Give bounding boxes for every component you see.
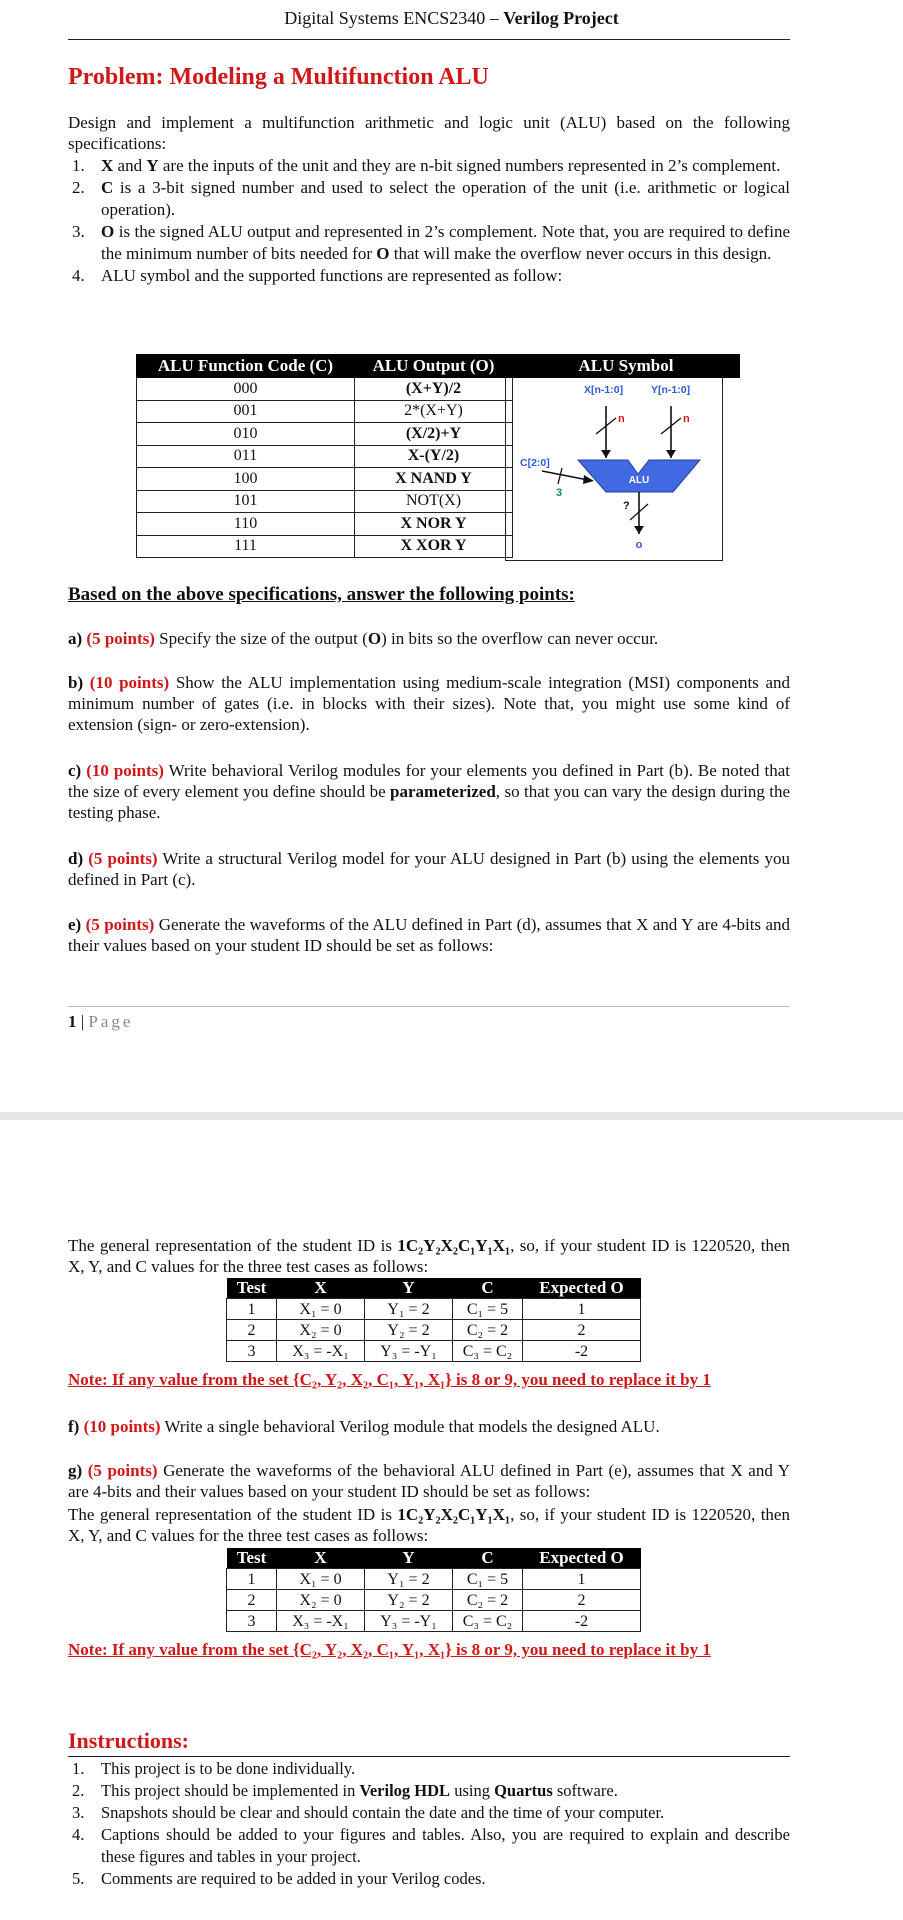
q-label: c) <box>68 761 82 780</box>
q-points: (5 points) <box>86 629 155 648</box>
instr-bold: Verilog HDL <box>359 1781 451 1800</box>
test-row <box>227 1320 641 1341</box>
instr-text: using <box>450 1781 495 1800</box>
page-gap <box>0 1112 903 1120</box>
test-cell: X₃ = -X₁ <box>277 1341 365 1362</box>
spec-num: 3. <box>72 222 85 241</box>
instr-text: This project is to be done individually. <box>101 1759 356 1778</box>
instruction-item <box>68 1868 790 1890</box>
col-header-c: C <box>453 1548 523 1569</box>
test-row <box>227 1341 641 1362</box>
spec-num: 1. <box>72 156 85 175</box>
fn-output-cell: X NAND Y <box>355 468 513 491</box>
test-cell: 1 <box>523 1299 641 1320</box>
instr-num: 2. <box>72 1781 85 1800</box>
test-cell: Y₃ = -Y₁ <box>365 1611 453 1632</box>
test-cell: C₃ = C₂ <box>453 1341 523 1362</box>
col-header-output: ALU Output (O) <box>355 355 513 378</box>
y-width-label: n <box>683 413 690 425</box>
output-arrow <box>634 526 644 534</box>
q-bold: parameterized <box>390 782 496 801</box>
fn-output-cell: (X/2)+Y <box>355 423 513 446</box>
col-header-expected: Expected O <box>523 1278 641 1299</box>
header-course: Digital Systems ENCS2340 – <box>284 8 504 28</box>
test-cell: Y₁ = 2 <box>365 1299 453 1320</box>
spec-bold: C <box>101 178 114 197</box>
instr-num: 3. <box>72 1803 85 1822</box>
question-c <box>68 760 790 823</box>
fn-output-cell: X NOR Y <box>355 513 513 536</box>
output-width-label: ? <box>623 500 630 512</box>
section-heading: Based on the above specifications, answer the following points: <box>68 584 575 605</box>
fn-code-cell: 001 <box>137 400 355 423</box>
fn-code-cell: 111 <box>137 535 355 558</box>
header-rule <box>68 39 790 40</box>
q-points: (5 points) <box>88 849 158 868</box>
q-points: (10 points) <box>89 673 170 692</box>
test-cell: C₂ = 2 <box>453 1590 523 1611</box>
test-cell: -2 <box>523 1611 641 1632</box>
spec-item-2 <box>68 177 790 221</box>
instructions-list <box>68 1758 790 1890</box>
instr-text: software. <box>552 1781 618 1800</box>
col-header-x: X <box>277 1548 365 1569</box>
id-text: , so, if your student ID is 1220520, then X, Y, and C values for the three test cases as follows: <box>68 1236 790 1276</box>
spec-num: 4. <box>72 266 85 285</box>
test-table-1 <box>226 1278 641 1362</box>
q-label: b) <box>68 673 84 692</box>
question-e <box>68 914 790 956</box>
header-project: Verilog Project <box>503 8 619 28</box>
test-cell: Y₁ = 2 <box>365 1569 453 1590</box>
id-representation-2 <box>68 1504 790 1546</box>
test-cell: 3 <box>227 1341 277 1362</box>
alu-symbol-cell <box>505 376 723 561</box>
test-cell: Y₂ = 2 <box>365 1320 453 1341</box>
test-cell: 1 <box>227 1569 277 1590</box>
col-header-test: Test <box>227 1548 277 1569</box>
c-width-slash <box>558 468 562 484</box>
test-row <box>227 1299 641 1320</box>
question-f <box>68 1416 790 1437</box>
id-format: 1C₂Y₂X₂C₁Y₁X₁ <box>397 1505 511 1524</box>
spec-bold: O <box>101 222 115 241</box>
instruction-item <box>68 1824 790 1868</box>
y-input-label: Y[n-1:0] <box>651 384 691 396</box>
test-cell: 1 <box>523 1569 641 1590</box>
test-cell: 2 <box>523 1590 641 1611</box>
spec-text: ALU symbol and the supported functions are represented as follow: <box>101 266 563 285</box>
q-label: g) <box>68 1461 83 1480</box>
spec-bold: Y <box>146 156 159 175</box>
spec-bold: O <box>376 244 390 263</box>
page-number: 1 <box>68 1012 77 1031</box>
question-d <box>68 848 790 890</box>
test-cell: X₁ = 0 <box>277 1299 365 1320</box>
col-header-code: ALU Function Code (C) <box>137 355 355 378</box>
fn-output-cell: (X+Y)/2 <box>355 378 513 401</box>
q-points: (5 points) <box>87 1461 158 1480</box>
question-b <box>68 672 790 735</box>
test-table-2 <box>226 1548 641 1632</box>
c-input-label: C[2:0] <box>520 457 550 469</box>
instr-text: Snapshots should be clear and should contain the date and the time of your computer. <box>101 1803 665 1822</box>
footer-rule <box>68 1006 790 1007</box>
test-cell: X₂ = 0 <box>277 1590 365 1611</box>
note-1: Note: If any value from the set {C₂, Y₂, X₂, C₁, Y₁, X₁} is 8 or 9, you need to replace it by 1 <box>68 1370 711 1389</box>
intro-paragraph: Design and implement a multifunction arithmetic and logic unit (ALU) based on the following specifications: <box>68 113 790 153</box>
instr-text: Captions should be added to your figures and tables. Also, you are required to explain and describe these figures and tables in your project. <box>101 1825 790 1866</box>
spec-item-1 <box>68 155 790 177</box>
fn-output-cell: 2*(X+Y) <box>355 400 513 423</box>
question-a <box>68 628 790 649</box>
test-cell: C₁ = 5 <box>453 1569 523 1590</box>
test-cell: 2 <box>227 1320 277 1341</box>
id-text: The general representation of the student ID is <box>68 1505 398 1524</box>
fn-code-cell: 011 <box>137 445 355 468</box>
spec-text: is the signed ALU output and represented in 2’s complement. Note that, you are required to define the minimum number of bits needed for <box>101 222 790 263</box>
c-width-label: 3 <box>556 487 563 499</box>
page-sep: | <box>76 1012 89 1031</box>
q-text: Write behavioral Verilog modules for your elements you defined in Part (b). Be noted that the size of every element you define should be <box>68 761 791 801</box>
q-bold: O <box>367 629 382 648</box>
id-text: The general representation of the student ID is <box>68 1236 398 1255</box>
col-header-test: Test <box>227 1278 277 1299</box>
instructions-rule <box>68 1756 790 1757</box>
note-2: Note: If any value from the set {C₂, Y₂, X₂, C₁, Y₁, X₁} is 8 or 9, you need to replace it by 1 <box>68 1640 711 1659</box>
col-header-c: C <box>453 1278 523 1299</box>
q-points: (5 points) <box>85 915 155 934</box>
col-header-y: Y <box>365 1278 453 1299</box>
y-arrow <box>666 450 676 458</box>
fn-code-cell: 101 <box>137 490 355 513</box>
spec-bold: X <box>101 156 114 175</box>
instruction-item <box>68 1758 790 1780</box>
q-text: , so that you can vary the design during the testing phase. <box>68 782 790 822</box>
spec-item-3 <box>68 221 790 265</box>
x-width-label: n <box>618 413 625 425</box>
spec-list <box>68 155 790 287</box>
instr-num: 5. <box>72 1869 85 1888</box>
q-text: Write a single behavioral Verilog module that models the designed ALU. <box>160 1417 660 1436</box>
q-label: f) <box>68 1417 80 1436</box>
instr-text: Comments are required to be added in your Verilog codes. <box>101 1869 486 1888</box>
fn-output-cell: X XOR Y <box>355 535 513 558</box>
output-label: o <box>635 539 643 551</box>
q-text: Specify the size of the output ( <box>154 629 368 648</box>
fn-code-cell: 110 <box>137 513 355 536</box>
test-cell: -2 <box>523 1341 641 1362</box>
test-cell: X₃ = -X₁ <box>277 1611 365 1632</box>
col-header-x: X <box>277 1278 365 1299</box>
alu-label: ALU <box>628 475 650 486</box>
page-word: Page <box>88 1012 134 1031</box>
id-representation-1 <box>68 1235 790 1277</box>
test-row <box>227 1590 641 1611</box>
spec-item-4 <box>68 265 790 287</box>
instruction-item <box>68 1802 790 1824</box>
instr-bold: Quartus <box>494 1781 553 1800</box>
instruction-item <box>68 1780 790 1802</box>
q-points: (10 points) <box>83 1417 161 1436</box>
q-label: d) <box>68 849 84 868</box>
test-cell: X₂ = 0 <box>277 1320 365 1341</box>
col-header-expected: Expected O <box>523 1548 641 1569</box>
id-text: , so, if your student ID is 1220520, then X, Y, and C values for the three test cases as follows: <box>68 1505 790 1545</box>
q-label: a) <box>68 629 83 648</box>
test-cell: C₃ = C₂ <box>453 1611 523 1632</box>
question-g <box>68 1460 790 1502</box>
col-header-y: Y <box>365 1548 453 1569</box>
fn-code-cell: 100 <box>137 468 355 491</box>
spec-text: is a 3-bit signed number and used to select the operation of the unit (i.e. arithmetic or logical operation). <box>101 178 790 219</box>
q-text: ) in bits so the overflow can never occur. <box>381 629 659 648</box>
test-cell: 2 <box>523 1320 641 1341</box>
problem-title: Problem: Modeling a Multifunction ALU <box>68 64 489 90</box>
test-cell: X₁ = 0 <box>277 1569 365 1590</box>
page-header <box>0 8 903 29</box>
instructions-heading: Instructions: <box>68 1728 190 1753</box>
test-row <box>227 1611 641 1632</box>
col-header-symbol: ALU Symbol <box>513 355 740 378</box>
test-cell: 1 <box>227 1299 277 1320</box>
page-footer <box>68 1012 133 1032</box>
fn-output-cell: NOT(X) <box>355 490 513 513</box>
fn-code-cell: 000 <box>137 378 355 401</box>
test-cell: 3 <box>227 1611 277 1632</box>
q-label: e) <box>68 915 82 934</box>
q-text: Generate the waveforms of the ALU defined in Part (d), assumes that X and Y are 4-bits and their values based on your student ID should be set as follows: <box>68 915 790 955</box>
x-arrow <box>601 450 611 458</box>
instr-text: This project should be implemented in <box>101 1781 360 1800</box>
spec-text: and <box>113 156 147 175</box>
test-cell: 2 <box>227 1590 277 1611</box>
q-text: Generate the waveforms of the behavioral ALU defined in Part (e), assumes that X and Y are 4-bits and their values based on your student ID should be set as follows: <box>68 1461 791 1501</box>
q-points: (10 points) <box>86 761 164 780</box>
instr-num: 4. <box>72 1825 85 1844</box>
test-row <box>227 1569 641 1590</box>
test-cell: Y₂ = 2 <box>365 1590 453 1611</box>
spec-text: are the inputs of the unit and they are n-bit signed numbers represented in 2’s complement. <box>158 156 781 175</box>
id-format: 1C₂Y₂X₂C₁Y₁X₁ <box>397 1236 511 1255</box>
alu-symbol-diagram <box>506 376 722 560</box>
q-text: Write a structural Verilog model for your ALU designed in Part (b) using the elements you defined in Part (c). <box>68 849 791 889</box>
test-cell: C₁ = 5 <box>453 1299 523 1320</box>
test-cell: C₂ = 2 <box>453 1320 523 1341</box>
instr-num: 1. <box>72 1759 85 1778</box>
spec-text: that will make the overflow never occurs in this design. <box>389 244 772 263</box>
test-cell: Y₃ = -Y₁ <box>365 1341 453 1362</box>
fn-output-cell: X-(Y/2) <box>355 445 513 468</box>
q-text: Show the ALU implementation using medium-scale integration (MSI) components and minimum number of gates (i.e. in blocks with their sizes). Note that, you might use some kind of extension (sign- or zero-extension). <box>68 673 790 734</box>
c-input-wire <box>542 471 588 480</box>
spec-num: 2. <box>72 178 85 197</box>
fn-code-cell: 010 <box>137 423 355 446</box>
x-input-label: X[n-1:0] <box>584 384 624 396</box>
